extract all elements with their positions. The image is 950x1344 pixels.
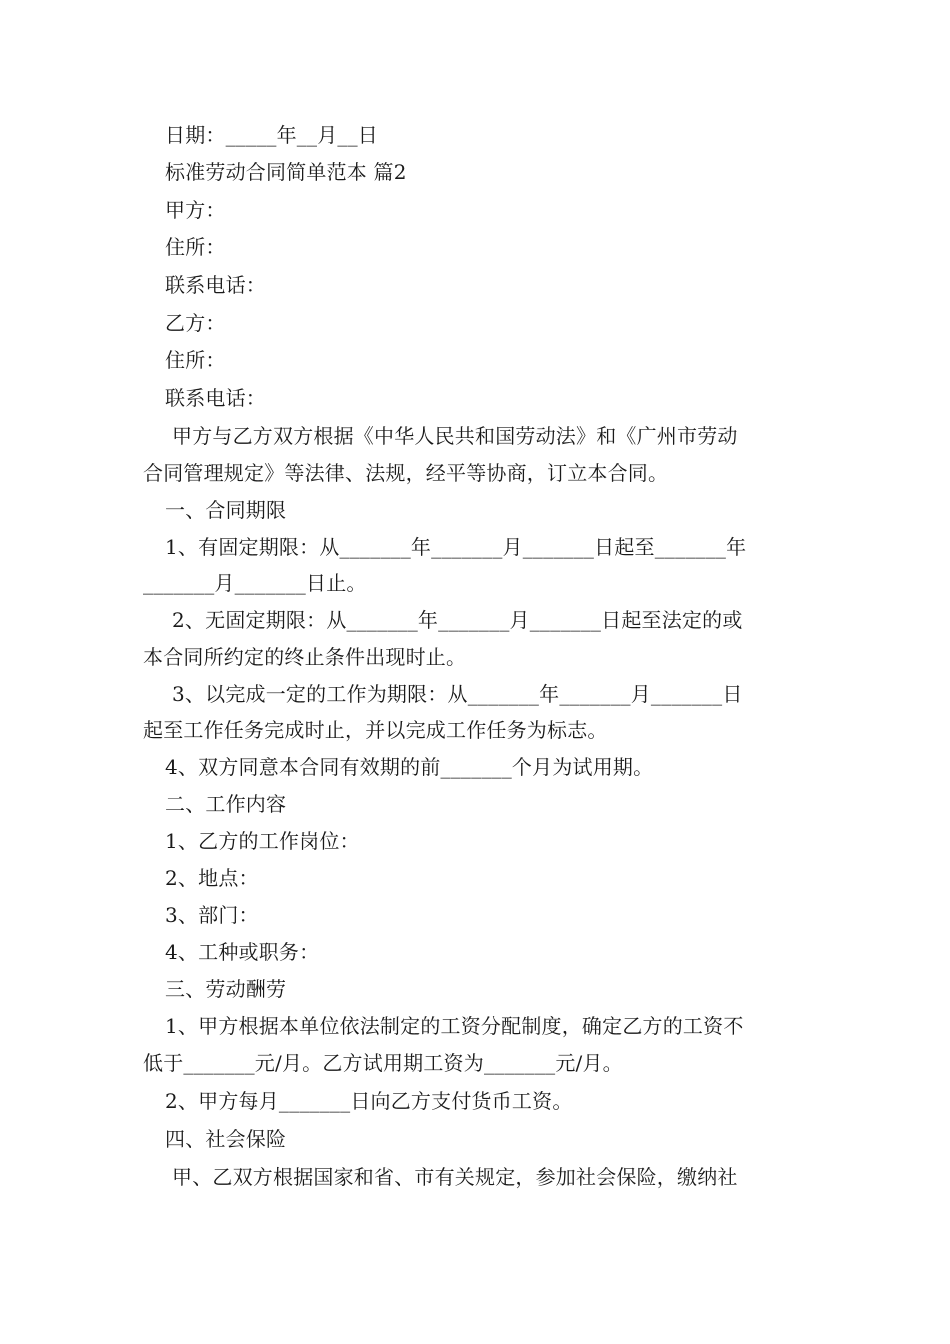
heading-job-content: 二、工作内容 bbox=[165, 792, 287, 816]
clause-salary-line-1: 1、甲方根据本单位依法制定的工资分配制度，确定乙方的工资不 bbox=[165, 1014, 744, 1038]
clause-fixed-term-line-1: 1、有固定期限：从_______年_______月_______日起至_______年 bbox=[165, 535, 747, 559]
job-department-label: 3、部门： bbox=[165, 903, 259, 927]
clause-probation: 4、双方同意本合同有效期的前_______个月为试用期。 bbox=[165, 755, 654, 779]
job-location-label: 2、地点： bbox=[165, 866, 259, 890]
social-insurance-paragraph-line-1: 甲、乙双方根据国家和省、市有关规定，参加社会保险，缴纳社 bbox=[172, 1165, 738, 1189]
party-b-label: 乙方： bbox=[165, 311, 226, 335]
party-a-label: 甲方： bbox=[165, 198, 226, 222]
heading-remuneration: 三、劳动酬劳 bbox=[165, 977, 287, 1001]
party-b-address-label: 住所： bbox=[165, 348, 226, 372]
clause-salary-line-2: 低于_______元/月。乙方试用期工资为_______元/月。 bbox=[143, 1051, 623, 1075]
clause-payday: 2、甲方每月_______日向乙方支付货币工资。 bbox=[165, 1089, 573, 1113]
intro-paragraph-line-2: 合同管理规定》等法律、法规，经平等协商，订立本合同。 bbox=[143, 461, 669, 485]
clause-open-term-line-1: 2、无固定期限：从_______年_______月_______日起至法定的或 bbox=[172, 608, 743, 632]
job-title-label: 4、工种或职务： bbox=[165, 940, 320, 964]
date-line: 日期：_____年__月__日 bbox=[165, 123, 378, 147]
heading-contract-term: 一、合同期限 bbox=[165, 498, 287, 522]
clause-fixed-term-line-2: _______月_______日止。 bbox=[143, 571, 367, 595]
heading-social-insurance: 四、社会保险 bbox=[165, 1127, 287, 1151]
party-b-phone-label: 联系电话： bbox=[165, 386, 266, 410]
clause-task-term-line-1: 3、以完成一定的工作为期限：从_______年_______月_______日 bbox=[172, 682, 743, 706]
section-title: 标准劳动合同简单范本 篇2 bbox=[165, 160, 407, 184]
clause-task-term-line-2: 起至工作任务完成时止，并以完成工作任务为标志。 bbox=[143, 718, 608, 742]
intro-paragraph-line-1: 甲方与乙方双方根据《中华人民共和国劳动法》和《广州市劳动 bbox=[172, 424, 738, 448]
party-a-phone-label: 联系电话： bbox=[165, 273, 266, 297]
party-a-address-label: 住所： bbox=[165, 235, 226, 259]
clause-open-term-line-2: 本合同所约定的终止条件出现时止。 bbox=[143, 645, 467, 669]
job-position-label: 1、乙方的工作岗位： bbox=[165, 829, 360, 853]
